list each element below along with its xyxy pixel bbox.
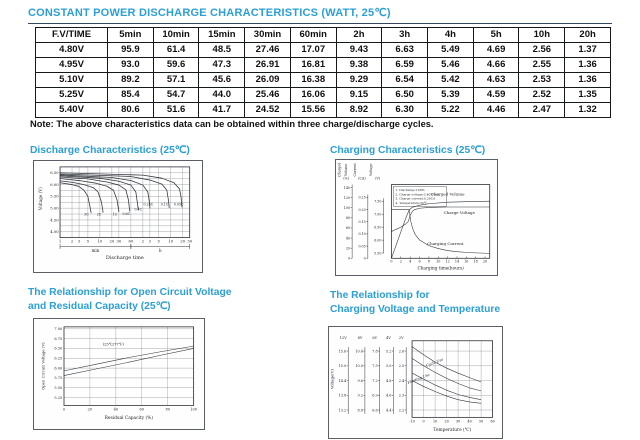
table-cell: 9.43 [336, 43, 382, 58]
svg-text:14: 14 [454, 259, 460, 264]
table-cell: 44.0 [199, 88, 245, 103]
svg-text:2.3: 2.3 [398, 393, 405, 398]
svg-text:7.50: 7.50 [374, 199, 382, 204]
svg-text:7.2: 7.2 [372, 378, 378, 383]
svg-text:60: 60 [139, 407, 145, 412]
svg-text:4: 4 [409, 259, 412, 264]
svg-text:(25℃/77℉): (25℃/77℉) [102, 342, 124, 347]
table-header: 15min [199, 28, 245, 43]
table-header: 10h [519, 28, 565, 43]
table-header: 5h [473, 28, 519, 43]
svg-text:6V: 6V [372, 335, 378, 340]
table-cell: 93.0 [108, 58, 154, 73]
table-note: Note: The above characteristics data can be obtained within three charge/discharge cycles. [30, 119, 434, 129]
svg-text:6: 6 [418, 259, 421, 264]
svg-text:12V: 12V [339, 335, 347, 340]
svg-text:Voltage: Voltage [368, 163, 373, 177]
table-cell: 2.55 [519, 58, 565, 73]
svg-text:60: 60 [345, 226, 350, 231]
table-header: 3h [382, 28, 428, 43]
svg-text:6.00: 6.00 [374, 238, 382, 243]
table-cell: 41.7 [199, 103, 245, 118]
svg-text:10: 10 [432, 419, 438, 424]
table-cell: 15.56 [290, 103, 336, 118]
charging-chart-panel [335, 159, 498, 276]
table-cell: 6.59 [382, 58, 428, 73]
table-cell: 1.36 [565, 73, 611, 88]
svg-text:18: 18 [473, 259, 478, 264]
table-cell: 89.2 [108, 73, 154, 88]
constant-power-discharge-table [35, 27, 611, 118]
svg-text:4.8: 4.8 [385, 378, 392, 383]
row-label: 5.40V [36, 103, 108, 118]
svg-text:7.5: 7.5 [372, 364, 378, 369]
svg-text:9.6: 9.6 [357, 378, 363, 383]
svg-text:Discharge time: Discharge time [105, 255, 144, 262]
svg-text:(%): (%) [343, 176, 350, 181]
svg-text:2.2: 2.2 [398, 408, 405, 413]
svg-text:7.00: 7.00 [374, 212, 382, 217]
temp-chart-panel [328, 326, 503, 439]
svg-text:80: 80 [345, 216, 350, 221]
svg-text:5.50: 5.50 [374, 251, 382, 256]
svg-text:4.50: 4.50 [50, 218, 59, 223]
svg-text:0.05: 0.05 [358, 244, 366, 249]
table-row [36, 58, 611, 73]
svg-text:16: 16 [464, 259, 469, 264]
discharge-chart-title: Discharge Characteristics (25℃) [30, 145, 190, 156]
charging-chart-title: Charging Characteristics (25℃) [330, 145, 486, 156]
svg-text:20: 20 [87, 407, 93, 412]
svg-text:Open Circuit Voltage (V): Open Circuit Voltage (V) [40, 342, 46, 390]
svg-text:(V): (V) [375, 176, 381, 181]
table-cell: 25.46 [245, 88, 291, 103]
svg-text:3. Charge current:0.20CA: 3. Charge current:0.20CA [395, 196, 436, 201]
title-underline [28, 23, 612, 24]
svg-text:6.00: 6.00 [54, 366, 63, 371]
svg-text:8V: 8V [357, 335, 363, 340]
svg-text:15.6: 15.6 [338, 349, 347, 354]
svg-text:0: 0 [347, 256, 350, 261]
row-label: 5.25V [36, 88, 108, 103]
svg-text:2: 2 [141, 239, 145, 244]
svg-text:120: 120 [343, 195, 350, 200]
table-cell: 16.38 [290, 73, 336, 88]
svg-text:7.00: 7.00 [54, 327, 63, 332]
table-header: 5min [108, 28, 154, 43]
table-header: 30min [245, 28, 291, 43]
table-cell: 80.6 [108, 103, 154, 118]
svg-text:20: 20 [444, 419, 449, 424]
table-cell: 51.6 [153, 103, 199, 118]
svg-text:5.75: 5.75 [54, 376, 63, 381]
row-label: 5.10V [36, 73, 108, 88]
table-cell: 6.54 [382, 73, 428, 88]
svg-text:Charging Current: Charging Current [427, 240, 464, 246]
svg-text:2.4: 2.4 [398, 378, 405, 383]
svg-text:100: 100 [343, 206, 350, 211]
svg-text:5.0: 5.0 [385, 364, 392, 369]
table-header: 2h [336, 28, 382, 43]
svg-text:20: 20 [109, 239, 115, 244]
svg-text:20: 20 [180, 239, 186, 244]
svg-text:0: 0 [62, 407, 66, 412]
table-row [36, 73, 611, 88]
svg-text:1C: 1C [112, 212, 118, 217]
svg-text:6.50: 6.50 [54, 346, 63, 351]
svg-text:0.4C: 0.4C [134, 207, 143, 212]
svg-text:2: 2 [70, 239, 74, 244]
table-row [36, 88, 611, 103]
svg-text:Charging time(hours): Charging time(hours) [417, 265, 464, 271]
svg-text:0: 0 [363, 256, 366, 261]
table-cell: 5.42 [428, 73, 474, 88]
svg-text:Charged Volume: Charged Volume [430, 191, 465, 197]
table-cell: 48.5 [199, 43, 245, 58]
svg-text:40: 40 [113, 407, 119, 412]
temp-chart [329, 327, 502, 438]
table-cell: 5.39 [428, 88, 474, 103]
svg-text:20: 20 [345, 246, 350, 251]
svg-text:3: 3 [77, 239, 81, 244]
table-cell: 4.63 [473, 73, 519, 88]
svg-text:4.00: 4.00 [50, 230, 59, 235]
svg-text:5.25: 5.25 [54, 395, 63, 400]
table-cell: 2.52 [519, 88, 565, 103]
svg-text:2.6: 2.6 [398, 349, 405, 354]
svg-text:50: 50 [478, 419, 484, 424]
temp-chart-title: The Relationship for Charging Voltage and Temperature [330, 290, 501, 315]
svg-text:30: 30 [116, 239, 122, 244]
table-cell: 1.36 [565, 58, 611, 73]
svg-text:2.5: 2.5 [398, 364, 405, 369]
svg-text:9.2: 9.2 [357, 393, 363, 398]
table-cell: 4.46 [473, 103, 519, 118]
svg-text:0.25: 0.25 [358, 195, 366, 200]
svg-text:0: 0 [422, 419, 425, 424]
table-cell: 17.07 [290, 43, 336, 58]
svg-text:0.6C: 0.6C [122, 211, 131, 216]
table-cell: 9.29 [336, 73, 382, 88]
svg-text:5.00: 5.00 [50, 206, 59, 211]
table-cell: 1.32 [565, 103, 611, 118]
svg-text:6.50: 6.50 [50, 171, 59, 176]
table-cell: 2.47 [519, 103, 565, 118]
svg-text:14.4: 14.4 [338, 378, 347, 383]
svg-text:4. Temperature:25℃: 4. Temperature:25℃ [395, 200, 428, 205]
svg-text:10.0: 10.0 [355, 364, 363, 369]
svg-text:2V: 2V [398, 335, 404, 340]
ocv-chart-panel [33, 318, 205, 430]
table-cell: 27.46 [245, 43, 291, 58]
svg-text:(CA): (CA) [358, 176, 366, 181]
svg-text:Voltage(V): Voltage(V) [329, 368, 335, 390]
svg-text:4.4: 4.4 [385, 408, 392, 413]
svg-text:8: 8 [427, 259, 430, 264]
row-label: 4.95V [36, 58, 108, 73]
table-cell: 61.4 [153, 43, 199, 58]
svg-text:3: 3 [148, 239, 152, 244]
table-cell: 16.06 [290, 88, 336, 103]
table-cell: 8.92 [336, 103, 382, 118]
svg-text:10: 10 [97, 239, 103, 244]
charging-chart [336, 160, 497, 275]
table-header-fv-time: F.V/TIME [36, 28, 108, 43]
svg-text:2C: 2C [96, 212, 102, 217]
table-cell: 5.46 [428, 58, 474, 73]
svg-text:Cycle Use: Cycle Use [425, 357, 445, 368]
svg-text:0: 0 [390, 259, 393, 264]
svg-text:min: min [91, 247, 100, 253]
svg-text:0.25C: 0.25C [143, 202, 154, 207]
svg-text:2: 2 [399, 259, 402, 264]
svg-text:Charge Voltage: Charge Voltage [443, 210, 475, 216]
svg-text:10: 10 [168, 239, 174, 244]
svg-text:6.50: 6.50 [374, 225, 382, 230]
svg-text:10: 10 [436, 259, 441, 264]
table-cell: 95.9 [108, 43, 154, 58]
svg-text:6.75: 6.75 [54, 336, 63, 341]
table-cell: 54.7 [153, 88, 199, 103]
svg-text:5.50: 5.50 [50, 194, 59, 199]
table-cell: 4.69 [473, 43, 519, 58]
svg-text:Current: Current [353, 163, 358, 177]
svg-text:12: 12 [445, 259, 450, 264]
discharge-chart-panel [33, 160, 203, 273]
svg-text:0.1C: 0.1C [160, 202, 169, 207]
svg-text:20: 20 [482, 259, 488, 264]
svg-text:10.4: 10.4 [355, 349, 363, 354]
svg-text:5: 5 [86, 239, 90, 244]
svg-text:0.15: 0.15 [358, 220, 366, 225]
svg-text:-10: -10 [409, 419, 415, 424]
table-row [36, 43, 611, 58]
table-row [36, 103, 611, 118]
svg-text:7.8: 7.8 [372, 349, 378, 354]
svg-text:0.05C: 0.05C [173, 202, 184, 207]
svg-text:2. Charge voltage:2.40V/cell: 2. Charge voltage:2.40V/cell [395, 192, 440, 197]
svg-text:4.6: 4.6 [385, 393, 392, 398]
table-cell: 16.81 [290, 58, 336, 73]
table-cell: 9.15 [336, 88, 382, 103]
svg-text:Charged: Charged [337, 162, 342, 178]
svg-text:5.50: 5.50 [54, 386, 63, 391]
discharge-chart [34, 161, 202, 272]
table-cell: 6.30 [382, 103, 428, 118]
table-cell: 2.53 [519, 73, 565, 88]
svg-text:30: 30 [455, 419, 461, 424]
svg-text:5.2: 5.2 [385, 349, 392, 354]
table-cell: 2.56 [519, 43, 565, 58]
svg-text:6.25: 6.25 [54, 356, 63, 361]
ocv-chart-title: The Relationship for Open Circuit Voltage and Residual Capacity (25℃) [28, 287, 232, 312]
svg-text:1: 1 [58, 239, 62, 244]
svg-text:60: 60 [490, 419, 495, 424]
table-cell: 1.37 [565, 43, 611, 58]
svg-text:80: 80 [165, 407, 170, 412]
svg-text:Voltage (V): Voltage (V) [37, 187, 43, 211]
svg-text:15.0: 15.0 [338, 364, 347, 369]
svg-text:40: 40 [345, 236, 350, 241]
table-header: 20h [565, 28, 611, 43]
table-cell: 5.49 [428, 43, 474, 58]
row-label: 4.80V [36, 43, 108, 58]
svg-text:100: 100 [190, 407, 198, 412]
table-header: 4h [428, 28, 474, 43]
table-cell: 26.09 [245, 73, 291, 88]
svg-text:140: 140 [343, 185, 350, 190]
table-cell: 1.35 [565, 88, 611, 103]
svg-text:13.2: 13.2 [338, 408, 347, 413]
page-title: CONSTANT POWER DISCHARGE CHARACTERISTICS (WATT, 25℃) [28, 7, 391, 19]
svg-text:30: 30 [187, 239, 193, 244]
svg-text:5: 5 [157, 239, 160, 244]
table-cell: 6.63 [382, 43, 428, 58]
table-header: 10min [153, 28, 199, 43]
svg-text:60: 60 [128, 239, 134, 244]
svg-text:6.6: 6.6 [372, 408, 378, 413]
svg-text:Residual Capacity (%): Residual Capacity (%) [104, 416, 153, 422]
table-cell: 6.50 [382, 88, 428, 103]
svg-text:0.10: 0.10 [358, 232, 366, 237]
svg-text:4V: 4V [386, 335, 391, 340]
table-cell: 5.22 [428, 103, 474, 118]
table-cell: 47.3 [199, 58, 245, 73]
table-cell: 45.6 [199, 73, 245, 88]
ocv-chart [34, 319, 204, 429]
svg-text:0.20: 0.20 [358, 207, 366, 212]
svg-text:13.8: 13.8 [338, 393, 347, 398]
svg-text:Floating Use: Floating Use [406, 372, 431, 385]
table-cell: 57.1 [153, 73, 199, 88]
table-cell: 4.59 [473, 88, 519, 103]
svg-text:1. Discharge:100%: 1. Discharge:100% [395, 187, 425, 192]
svg-text:40: 40 [467, 419, 472, 424]
svg-text:3C: 3C [84, 212, 89, 217]
svg-text:h: h [158, 247, 162, 253]
table-cell: 59.6 [153, 58, 199, 73]
table-cell: 4.66 [473, 58, 519, 73]
table-cell: 24.52 [245, 103, 291, 118]
svg-text:6.00: 6.00 [50, 182, 59, 187]
svg-text:Temperature (℃): Temperature (℃) [433, 428, 472, 434]
svg-text:8.8: 8.8 [357, 408, 363, 413]
table-cell: 26.91 [245, 58, 291, 73]
table-cell: 9.38 [336, 58, 382, 73]
svg-text:6.9: 6.9 [372, 393, 378, 398]
table-header: 60min [290, 28, 336, 43]
table-cell: 85.4 [108, 88, 154, 103]
svg-text:Volume: Volume [344, 163, 349, 177]
